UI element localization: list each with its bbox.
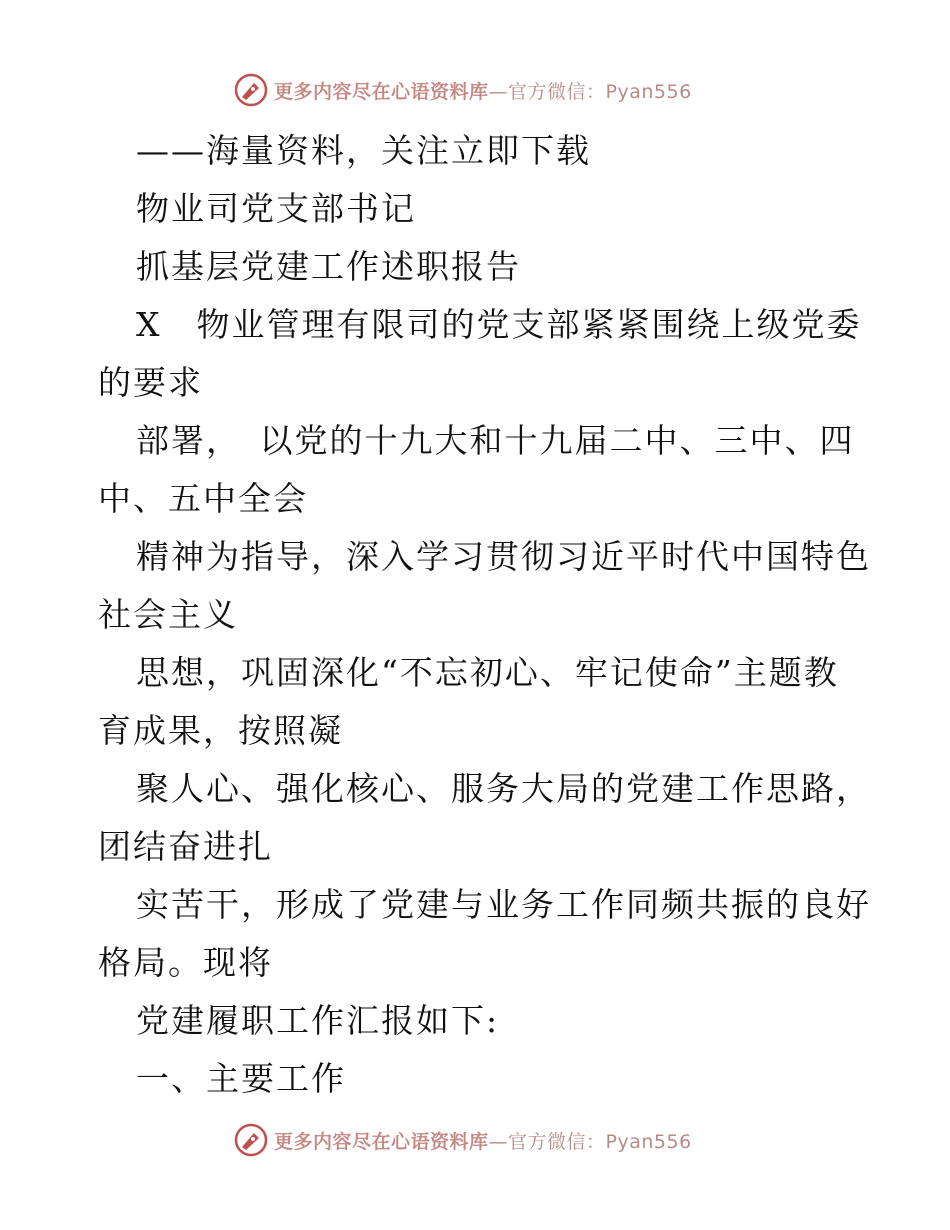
text-line: 育成果，按照凝 [98, 711, 343, 750]
watermark-brand: 更多内容尽在心语资料库 [274, 1130, 489, 1153]
text-line: 抓基层党建工作述职报告 [136, 247, 521, 286]
watermark-wechat: 官方微信：Pyan556 [508, 80, 692, 103]
text-line: 部署， 以党的十九大和十九届二中、三中、四 [136, 421, 855, 460]
watermark-text [274, 1127, 692, 1154]
pen-tip-logo-icon [234, 73, 268, 107]
footer-watermark [234, 1120, 692, 1160]
text-line: ——海量资料，关注立即下载 [136, 131, 591, 170]
text-line: X 物业管理有限司的党支部紧紧围绕上级党委 [136, 305, 862, 344]
document-body [98, 122, 871, 1108]
text-line: 格局。现将 [98, 943, 273, 982]
watermark-dash: — [488, 1130, 509, 1153]
text-line: 团结奋进扎 [98, 827, 273, 866]
text-line: 党建履职工作汇报如下: [136, 1001, 500, 1040]
header-watermark [234, 70, 692, 110]
text-line: 精神为指导，深入学习贯彻习近平时代中国特色 [136, 537, 871, 576]
text-line: 物业司党支部书记 [136, 189, 416, 228]
watermark-wechat: 官方微信：Pyan556 [508, 1130, 692, 1153]
text-line: 聚人心、强化核心、服务大局的党建工作思路， [136, 769, 871, 808]
section-heading: 一、主要工作 [136, 1059, 346, 1098]
text-line: 中、五中全会 [98, 479, 308, 518]
text-line: 思想，巩固深化“不忘初心、牢记使命”主题教 [136, 653, 839, 692]
watermark-text [274, 77, 692, 104]
text-line: 的要求 [98, 363, 203, 402]
text-line: 实苦干，形成了党建与业务工作同频共振的良好 [136, 885, 871, 924]
watermark-dash: — [488, 80, 509, 103]
pen-tip-logo-icon [234, 1123, 268, 1157]
watermark-brand: 更多内容尽在心语资料库 [274, 80, 489, 103]
text-line: 社会主义 [98, 595, 238, 634]
